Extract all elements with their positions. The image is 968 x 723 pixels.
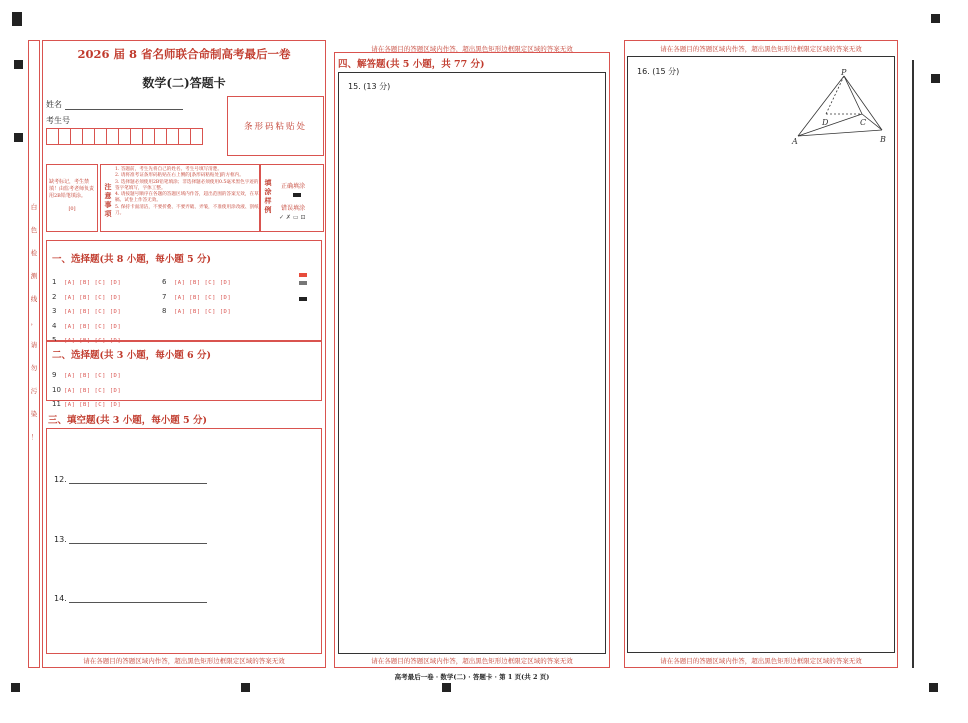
absent-text: 缺考标记，考生禁填！由监考老师负责用2B铅笔填涂。 [49, 179, 95, 199]
color-mark [299, 273, 307, 277]
choice-row[interactable] [162, 269, 231, 284]
card-subtitle: 数学(二)答题卡 [142, 76, 226, 90]
registration-mark [931, 74, 940, 83]
question-number: 4 [52, 321, 57, 330]
registration-mark [929, 683, 938, 692]
question-number: 2 [52, 292, 57, 301]
note-item: 1. 答题前，考生先将自己的姓名、考生号填写清楚。 [115, 167, 222, 172]
name-label: 姓名 [46, 100, 62, 109]
q16-label: 16. (15 分) [637, 67, 680, 76]
answer-box-15[interactable] [338, 72, 606, 654]
choice-options[interactable]: [A] [B] [C] [D] [174, 309, 232, 315]
blank-13[interactable] [54, 535, 207, 544]
choice-options[interactable]: [A] [B] [C] [D] [64, 373, 122, 379]
question-number: 10 [52, 385, 61, 394]
section-1-title: 一、选择题(共 8 小题，每小题 5 分) [52, 254, 211, 265]
question-number: 11 [52, 400, 61, 408]
question-number: 8 [162, 307, 167, 315]
panel-3-warning: 请在各题目的答题区域内作答，超出黑色矩形边框限定区域的答案无效 [660, 657, 862, 665]
registration-mark [12, 12, 22, 26]
id-boxes[interactable] [46, 128, 202, 145]
choice-row[interactable] [52, 377, 121, 392]
choice-row[interactable] [52, 391, 121, 406]
choice-options[interactable]: [A] [B] [C] [D] [64, 294, 122, 301]
choice-row[interactable] [52, 284, 121, 299]
point-label-a: A [792, 137, 798, 146]
registration-mark [442, 683, 451, 692]
choice-col-2 [52, 362, 121, 406]
choice-row[interactable] [52, 269, 121, 284]
side-char: 请 [30, 341, 38, 349]
side-char: 染 [30, 410, 38, 418]
choice-col-left [52, 269, 121, 342]
note-item: 3. 选择题必须使用2B铅笔填涂；非选择题必须使用0.5毫米黑色字迹的签字笔填写，字体工整。 [115, 179, 259, 191]
side-char: 勿 [30, 364, 38, 372]
pyramid-figure [786, 68, 896, 150]
notes-heading: 注意事项 [104, 183, 113, 219]
note-item: 4. 请按题号顺序在各题的答题区域内作答，超出范围的答案无效，在草稿、试卷上作答无效。 [115, 192, 259, 204]
absent-mark: [0] [68, 206, 76, 212]
side-char: 白 [30, 203, 38, 211]
blank-14[interactable] [54, 594, 207, 603]
absent-box[interactable] [46, 164, 98, 232]
fill-heading: 填涂样例 [264, 179, 273, 215]
section-3-title: 三、填空题(共 3 小题，每小题 5 分) [48, 415, 207, 426]
choice-options[interactable]: [A] [B] [C] [D] [64, 280, 122, 286]
panel-3-top-warning: 请在各题目的答题区域内作答，超出黑色矩形边框限定区域的答案无效 [660, 45, 862, 53]
id-digit-box[interactable] [190, 128, 203, 145]
wrong-marks: ✓ ✗ ▭ ⊡ [279, 214, 306, 221]
edge-line [912, 60, 914, 668]
question-number: 5 [52, 336, 57, 344]
name-line [65, 102, 183, 110]
note-item: 5. 保持卡面清洁，不要折叠、不要弄破、弄皱，不准使用涂改液、刮纸刀。 [115, 204, 259, 217]
blank-12-label: 12. [54, 475, 67, 484]
barcode-label: 条形码粘贴处 [243, 122, 307, 132]
panel-2-top-warning: 请在各题目的答题区域内作答，超出黑色矩形边框限定区域的答案无效 [371, 45, 573, 53]
choice-row[interactable] [52, 362, 121, 377]
question-number: 1 [52, 278, 57, 286]
choice-row[interactable] [162, 284, 231, 299]
notes-list [115, 167, 259, 217]
side-warning [28, 200, 40, 453]
side-char: 测 [30, 272, 38, 280]
side-char: 污 [30, 387, 38, 395]
question-number: 6 [162, 278, 167, 286]
answer-line [69, 535, 207, 544]
notes-box [100, 164, 260, 232]
name-field[interactable] [46, 99, 183, 110]
registration-mark [14, 60, 23, 69]
side-char: 检 [30, 249, 38, 257]
choice-options[interactable]: [A] [B] [C] [D] [174, 280, 232, 286]
correct-mark [293, 193, 301, 197]
side-char: ， [30, 318, 38, 326]
answer-line [69, 475, 207, 484]
wrong-label: 错误填涂 [281, 205, 306, 212]
side-char: 色 [30, 226, 38, 234]
blank-13-label: 13. [54, 535, 67, 544]
correct-label: 正确填涂 [281, 183, 306, 190]
choice-options[interactable]: [A] [B] [C] [D] [64, 309, 122, 315]
fill-example [260, 164, 324, 232]
point-label-d: D [822, 118, 829, 127]
choice-options[interactable]: [A] [B] [C] [D] [64, 323, 122, 330]
page-footer: 高考最后一卷 · 数学(二) · 答题卡 · 第 1 页(共 2 页) [394, 673, 550, 681]
note-item: 2. 请将准考证条形码粘贴在右上侧的[条形码粘贴处]的方框内。 [115, 173, 244, 179]
choice-row[interactable] [52, 313, 121, 328]
blank-14-label: 14. [54, 594, 67, 603]
answer-line [69, 594, 207, 603]
point-label-c: C [860, 118, 867, 127]
registration-mark [241, 683, 250, 692]
choice-options[interactable]: [A] [B] [C] [D] [64, 338, 122, 344]
point-label-b: B [880, 135, 886, 144]
choice-col-right [162, 269, 231, 313]
barcode-area [227, 96, 324, 156]
choice-row[interactable] [52, 327, 121, 342]
registration-mark [931, 14, 940, 23]
choice-options[interactable]: [A] [B] [C] [D] [64, 402, 122, 408]
choice-row[interactable] [52, 298, 121, 313]
point-label-p: P [841, 68, 847, 77]
choice-row[interactable] [162, 298, 231, 313]
section-2-title: 二、选择题(共 3 小题，每小题 6 分) [52, 350, 211, 361]
color-mark [299, 281, 307, 285]
question-number: 9 [52, 371, 57, 379]
color-mark [299, 297, 307, 301]
question-number: 7 [162, 292, 167, 301]
registration-mark [14, 133, 23, 142]
id-label: 考生号 [46, 116, 70, 125]
section-4-title: 四、解答题(共 5 小题，共 77 分) [338, 59, 485, 70]
side-char: ！ [30, 433, 38, 441]
panel-2-warning: 请在各题目的答题区域内作答，超出黑色矩形边框限定区域的答案无效 [371, 657, 573, 665]
choice-options[interactable]: [A] [B] [C] [D] [64, 387, 122, 394]
q15-label: 15. (13 分) [348, 82, 391, 91]
side-char: 线 [30, 295, 38, 303]
registration-mark [11, 683, 20, 692]
panel-1-warning: 请在各题目的答题区域内作答，超出黑色矩形边框限定区域的答案无效 [83, 657, 285, 665]
blank-12[interactable] [54, 475, 207, 484]
exam-title: 2026 届 8 省名师联合命制高考最后一卷 [77, 47, 291, 61]
question-number: 3 [52, 307, 57, 315]
choice-options[interactable]: [A] [B] [C] [D] [174, 294, 232, 301]
